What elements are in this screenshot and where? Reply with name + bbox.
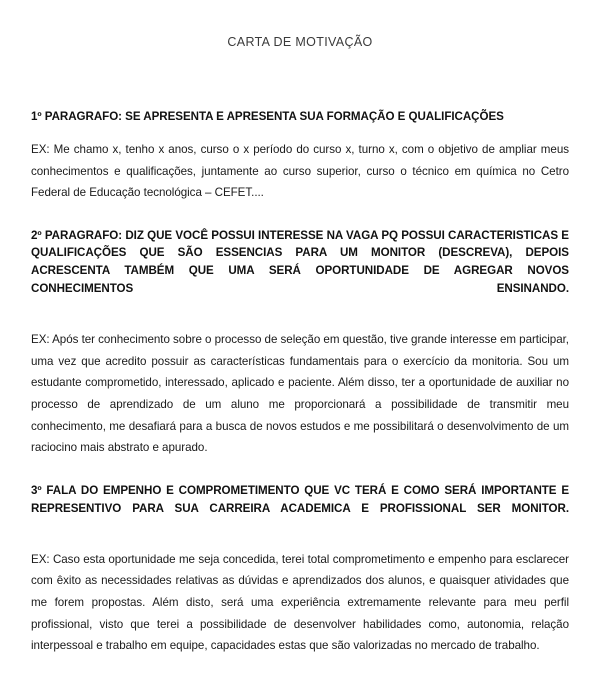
section-2-body: EX: Após ter conhecimento sobre o processo de seleção em questão, tive grande interesse em participar, uma vez que acredito possuir as características fundamentais para o exercício da monitoria. Sou um estudante comprometido, interessado, aplicado e paciente. Além disso, ter a oportunidade de auxiliar no processo de aprendizado de um aluno me proporcionará a possibilidade de transmitir meu conhecimento, me desafiará para a busca de novos estudos e me possibilitará o desenvolvimento de um raciocino mais abstrato e apurado. <box>31 332 569 455</box>
section-paragraph-1 <box>31 108 569 204</box>
section-1-heading: 1º PARAGRAFO: SE APRESENTA E APRESENTA SUA FORMAÇÃO E QUALIFICAÇÕES <box>31 110 504 124</box>
page-title: CARTA DE MOTIVAÇÃO <box>227 35 373 49</box>
section-3-heading: 3º FALA DO EMPENHO E COMPROMETIMENTO QUE VC TERÁ E COMO SERÁ IMPORTANTE E REPRESENTIVO PARA SUA CARREIRA ACADEMICA E PROFISSIONAL SER MONITOR. <box>31 483 569 515</box>
section-3-body: EX: Caso esta oportunidade me seja concedida, terei total comprometimento e empenho para esclarecer com êxito as necessidades relativas as dúvidas e aprendizados dos alunos, e quaisquer atividades que me forem propostas. Além disto, será uma experiência extremamente relevante para meu perfil profissional, visto que terei a possibilidade de desenvolver habilidades como, autonomia, relação interpessoal e trabalho em equipe, capacidades estas que são valorizadas no mercado de trabalho. <box>31 552 569 653</box>
section-2-heading: 2º PARAGRAFO: DIZ QUE VOCÊ POSSUI INTERESSE NA VAGA PQ POSSUI CARACTERISTICAS E QUALIFICAÇÕES QUE SÃO ESSENCIAS PARA UM MONITOR (DESCREVA), DEPOIS ACRESCENTA TAMBÉM QUE UMA SERÁ OPORTUNIDADE DE AGREGAR NOVOS CONHECIMENTOS ENSINANDO. <box>31 228 569 295</box>
section-1-body: EX: Me chamo x, tenho x anos, curso o x período do curso x, turno x, com o objetivo de ampliar meus conhecimentos e qualificações, juntamente ao curso superior, curso o técnico em química no Cetro Federal de Educação tecnológica – CEFET.... <box>31 142 569 200</box>
section-paragraph-2 <box>31 227 569 459</box>
document-body <box>31 50 569 657</box>
section-paragraph-3 <box>31 482 569 657</box>
